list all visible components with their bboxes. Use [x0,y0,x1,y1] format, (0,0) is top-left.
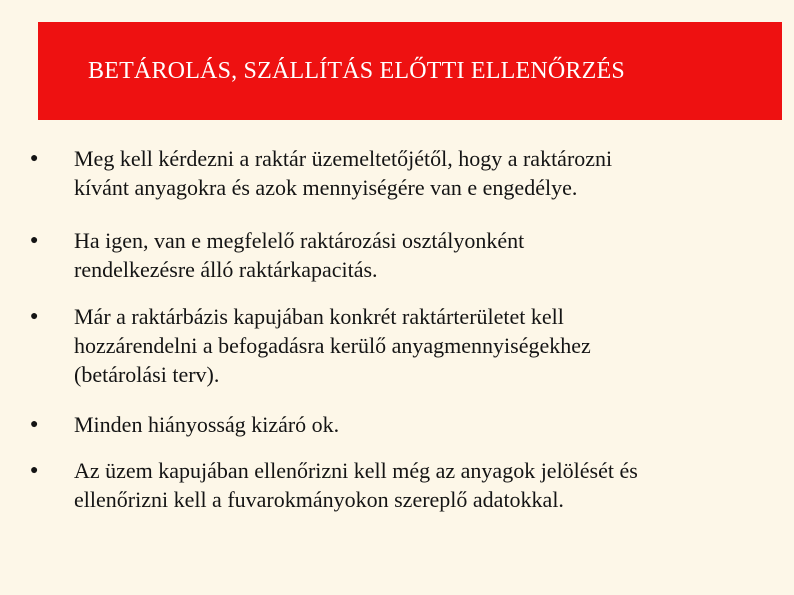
bullet-dot-icon: ● [30,151,39,166]
bullet-item [30,456,760,514]
bullet-item [30,410,760,439]
bullet-text: Már a raktárbázis kapujában konkrét raktárterületet kell hozzárendelni a befogadásra kerülő anyagmennyiségekhez (betárolási terv). [74,304,591,387]
title-bar [38,22,782,120]
bullet-item [30,144,760,202]
bullet-item [30,302,760,389]
bullet-text: Meg kell kérdezni a raktár üzemeltetőjétől, hogy a raktározni kívánt anyagokra és azok mennyiségére van e engedélye. [74,146,613,200]
bullet-dot-icon: ● [30,309,39,324]
slide-title: BETÁROLÁS, SZÁLLÍTÁS ELŐTTI ELLENŐRZÉS [88,57,625,84]
bullet-item [30,226,760,284]
bullet-text: Ha igen, van e megfelelő raktározási osztályonként rendelkezésre álló raktárkapacitás. [74,228,525,282]
bullet-text: Minden hiányosság kizáró ok. [74,412,340,437]
bullet-text: Az üzem kapujában ellenőrizni kell még az anyagok jelölését és ellenőrizni kell a fuvarokmányokon szereplő adatokkal. [74,458,638,512]
bullet-dot-icon: ● [30,417,39,432]
bullet-dot-icon: ● [30,463,39,478]
bullet-dot-icon: ● [30,233,39,248]
